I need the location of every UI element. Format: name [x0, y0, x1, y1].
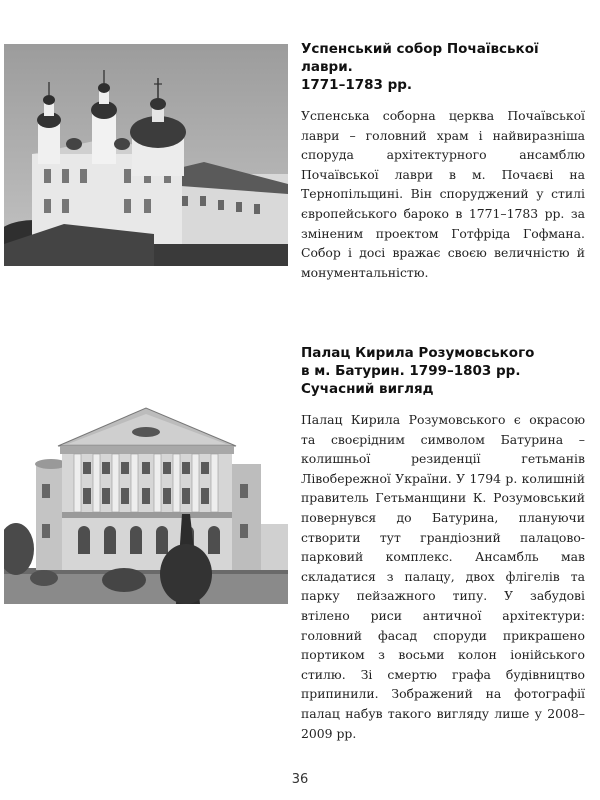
- cathedral-title-line2: 1771–1783 рр.: [301, 77, 413, 93]
- cathedral-title-line1: Успенський собор Почаївської лаври.: [301, 41, 539, 75]
- palace-title-line2: в м. Батурин. 1799–1803 рр.: [301, 363, 521, 379]
- palace-section: [301, 344, 585, 743]
- palace-description: Палац Кирила Розумовського є окрасою та своєрідним символом Батурина – колишньої резиденції гетьманів Лівобережної України. У 1794 р. колишній правитель Гетьманщини К. Розумовський повернувся до Батурина, плануючи створити тут грандіозний палацово-парковий комплекс. Ансамбль мав складатися з палацу, двох флігелів та парку пейзажного типу. У забудові втілено риси античної архітектури: головний фасад споруди прикрашено портиком з восьми колон іонійського стилю. Зі смертю графа будівництво припинили. Зображений на фотографії палац набув такого вигляду лише у 2008–2009 рр.: [301, 412, 585, 741]
- palace-title: [301, 344, 585, 398]
- cathedral-section: [301, 40, 585, 282]
- page-number: 36: [291, 772, 309, 787]
- cathedral-description: Успенська соборна церква Почаївської лаври – головний храм і найвиразніша споруда архітектурного ансамблю Почаївської лаври в м. Почаєві на Тернопільщині. Він споруджений у стилі європейського бароко в 1771–1783 рр. за зміненим проектом Готфріда Гофмана. Собор і досі вражає своєю величністю й монументальністю.: [301, 108, 585, 280]
- palace-title-line1: Палац Кирила Розумовського: [301, 345, 535, 361]
- cathedral-photo: [4, 44, 288, 266]
- cathedral-title: [301, 40, 585, 94]
- palace-title-line3: Сучасний вигляд: [301, 381, 434, 397]
- palace-photo: [4, 404, 288, 604]
